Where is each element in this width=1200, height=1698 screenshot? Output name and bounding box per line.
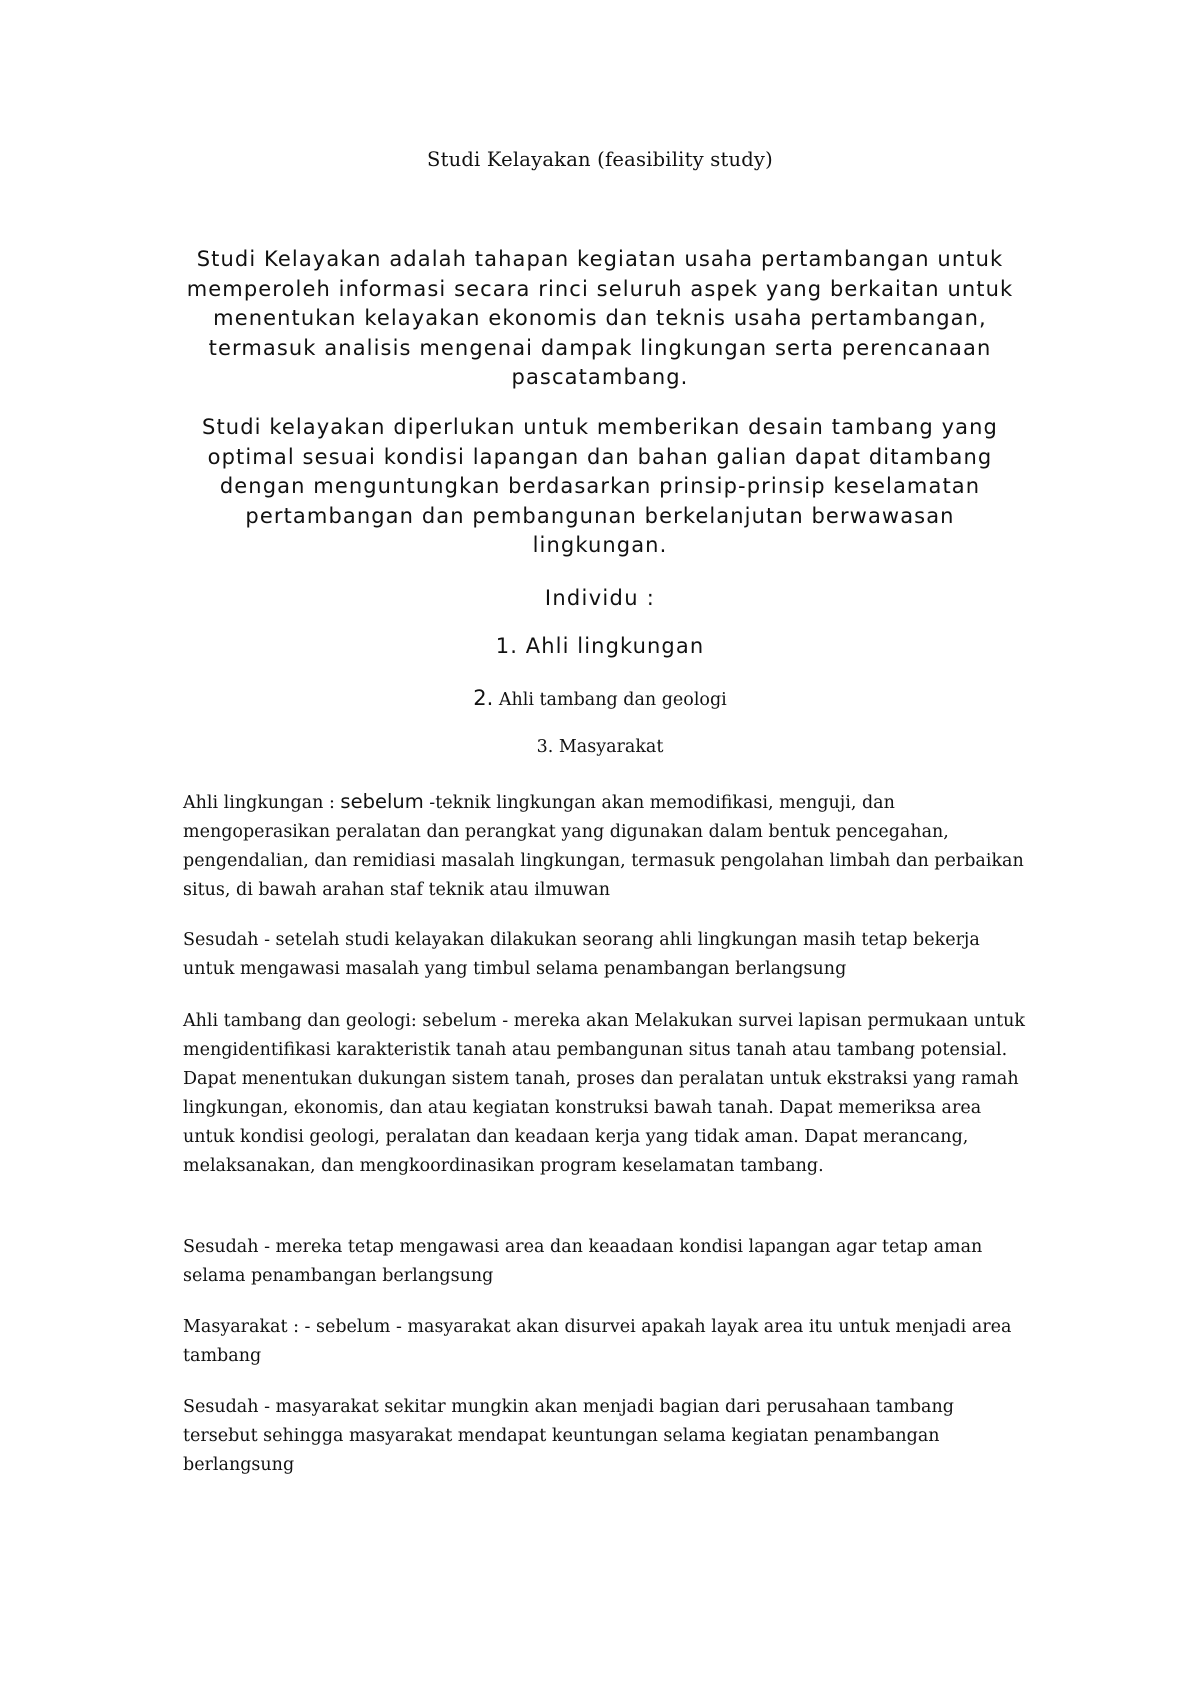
sebelum-keyword: sebelum [340, 790, 424, 813]
list-item-number: 2. [473, 686, 494, 710]
ahli-tambang-before-paragraph: Ahli tambang dan geologi: sebelum - mereka akan Melakukan survei lapisan permukaan untuk mengidentifikasi karakteristik tanah atau pembangunan situs tanah atau tambang potensial. Dapat menentukan dukungan sistem tanah, proses dan peralatan untuk ekstraksi yang ramah lingkungan, ekonomis, dan atau kegiatan konstruksi bawah tanah. Dapat memeriksa area untuk kondisi geologi, peralatan dan keadaan kerja yang tidak aman. Dapat merancang, melaksanakan, dan mengkoordinasikan program keselamatan tambang. [183, 1011, 1026, 1176]
list-item-number: 3. [536, 737, 554, 757]
list-item-1 [0, 634, 1200, 658]
masyarakat-before-paragraph: Masyarakat : - sebelum - masyarakat akan disurvei apakah layak area itu untuk menjadi area tambang [183, 1317, 1012, 1366]
ahli-tambang-after-paragraph: Sesudah - mereka tetap mengawasi area dan keaadaan kondisi lapangan agar tetap aman selama penambangan berlangsung [183, 1237, 983, 1286]
list-item-2 [0, 686, 1200, 710]
list-item-text: Ahli tambang dan geologi [498, 690, 727, 710]
ahli-lingkungan-prefix: Ahli lingkungan : [183, 793, 341, 813]
ahli-lingkungan-after-paragraph: Sesudah - setelah studi kelayakan dilakukan seorang ahli lingkungan masih tetap bekerja untuk mengawasi masalah yang timbul selama penambangan berlangsung [183, 930, 980, 979]
list-item-3 [0, 737, 1200, 757]
ahli-lingkungan-before-text: -teknik lingkungan akan memodifikasi, menguji, dan mengoperasikan peralatan dan perangkat yang digunakan dalam bentuk pencegahan, pengendalian, dan remidiasi masalah lingkungan, termasuk pengolahan limbah dan perbaikan situs, di bawah arahan staf teknik atau ilmuwan [183, 793, 1024, 900]
individu-label: Individu : [544, 586, 656, 610]
list-item-text: Masyarakat [558, 737, 664, 757]
masyarakat-after-paragraph: Sesudah - masyarakat sekitar mungkin akan menjadi bagian dari perusahaan tambang tersebut sehingga masyarakat mendapat keuntungan selama kegiatan penambangan berlangsung [183, 1397, 954, 1475]
ahli-lingkungan-before-paragraph [183, 787, 1033, 905]
intro-paragraph: Studi Kelayakan adalah tahapan kegiatan usaha pertambangan untuk memperoleh informasi secara rinci seluruh aspek yang berkaitan untuk menentukan kelayakan ekonomis dan teknis usaha pertambangan, termasuk analisis mengenai dampak lingkungan serta perencanaan pascatambang. [186, 247, 1014, 389]
purpose-paragraph: Studi kelayakan diperlukan untuk memberikan desain tambang yang optimal sesuai kondisi lapangan dan bahan galian dapat ditambang dengan menguntungkan berdasarkan prinsip-prinsip keselamatan pertambangan dan pembangunan berkelanjutan berwawasan lingkungan. [202, 415, 998, 557]
list-item-number: 1. [495, 634, 518, 658]
document-title: Studi Kelayakan (feasibility study) [427, 148, 773, 171]
list-item-text: Ahli lingkungan [525, 634, 705, 658]
